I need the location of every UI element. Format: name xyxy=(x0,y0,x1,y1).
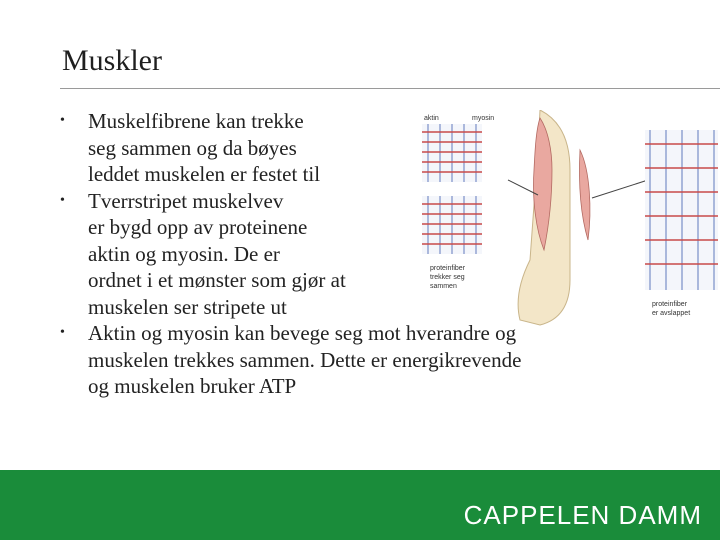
bullet-icon: • xyxy=(60,325,65,340)
bullet-line: og muskelen bruker ATP xyxy=(88,374,297,398)
myosin-label: myosin xyxy=(472,115,495,122)
arm-illustration xyxy=(508,110,648,325)
bullet-line: Muskelfibrene kan trekke xyxy=(88,109,304,133)
bullet-line: er bygd opp av proteinene xyxy=(88,215,308,239)
relaxed-label-line: er avslappet xyxy=(652,310,691,317)
title-divider xyxy=(60,88,720,89)
relaxed-label-line: proteinfiber xyxy=(652,301,688,308)
bullet-line: Tverrstripet muskelvev xyxy=(88,188,284,213)
bullet-line: seg sammen og da bøyes xyxy=(88,135,297,160)
relaxed-fiber-grid xyxy=(645,130,718,290)
bullet-line: muskelen trekkes sammen. Dette er energikrevende xyxy=(88,347,522,372)
contracted-label-line: trekker seg xyxy=(430,274,465,281)
contracted-label-line: sammen xyxy=(430,283,457,290)
aktin-label: aktin xyxy=(424,115,439,122)
publisher-logo: CAPPELEN DAMM xyxy=(463,500,702,530)
bullet-icon: • xyxy=(60,192,65,208)
bullet-line: leddet muskelen er festet til xyxy=(88,162,321,186)
bullet-icon: • xyxy=(60,113,65,128)
bullet-line: ordnet i et mønster som gjør at xyxy=(88,268,346,292)
bullet-line: Aktin og myosin kan bevege seg mot hverandre og xyxy=(88,321,517,345)
footer-bar xyxy=(0,470,720,540)
bullet-line: muskelen ser stripete ut xyxy=(88,294,287,319)
contracted-fiber-grid xyxy=(422,124,482,254)
slide-title: Muskler xyxy=(62,44,162,77)
contracted-label-line: proteinfiber xyxy=(430,265,466,272)
muscle-figure xyxy=(420,110,720,340)
bullet-line: aktin og myosin. De er xyxy=(88,241,280,266)
